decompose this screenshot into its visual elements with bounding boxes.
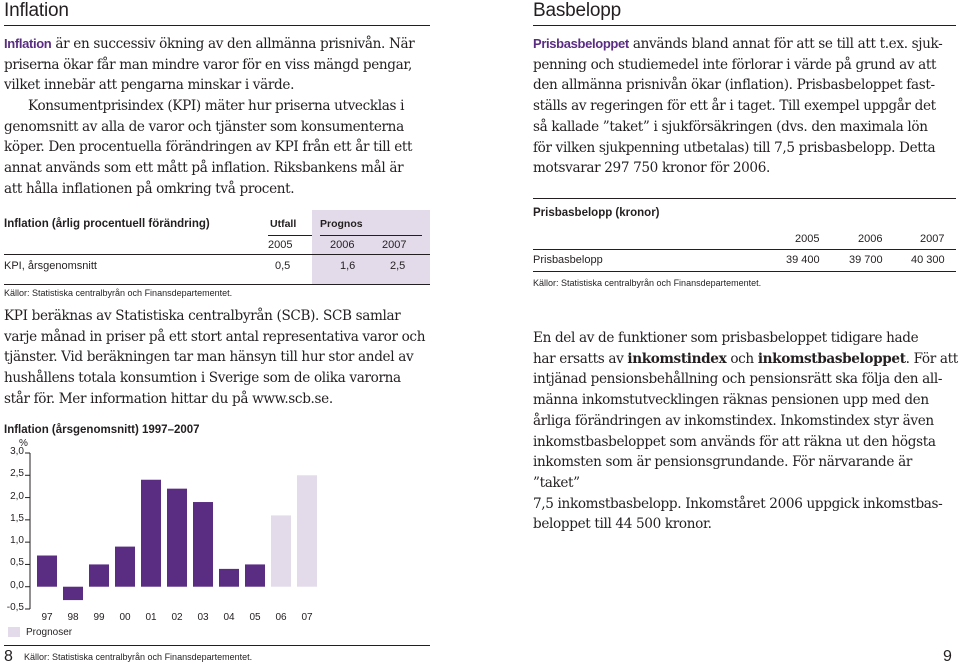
year-2005: 2005 (268, 239, 293, 251)
text-span: En del av de funktioner som prisbasbeloppet tidigare hade (533, 330, 919, 346)
bar-01 (141, 480, 161, 587)
text-line (533, 514, 958, 535)
header-prognos: Prognos (320, 218, 363, 230)
chart-title: Inflation (årsgenomsnitt) 1997–2007 (4, 424, 200, 436)
text-line (533, 411, 958, 432)
text-line: köper. Den procentuella förändringen av KPI från ett år till ett (4, 139, 413, 156)
text-span: 7,5 inkomstbasbelopp. Inkomståret 2006 uppgick inkomstbas- (533, 495, 943, 512)
y-axis-unit: % (19, 438, 28, 449)
bar-03 (193, 502, 213, 587)
value-2007: 40 300 (911, 254, 945, 266)
x-tick-label: 06 (275, 612, 287, 623)
value-2006: 1,6 (340, 260, 356, 272)
value-2007: 2,5 (390, 260, 406, 272)
table-source: Källor: Statistiska centralbyrån och Finansdepartementet. (533, 278, 762, 288)
heading-rule-right (533, 25, 956, 26)
term-prisbasbeloppet: Prisbasbeloppet (533, 36, 629, 51)
text-line (533, 452, 958, 493)
text-line: så kallade ”taket” i sjukförsäkringen (dvs. den maximala lön (533, 118, 928, 135)
text-line: står för. Mer information hittar du på www.scb.se. (4, 390, 333, 407)
row-rule (533, 271, 956, 272)
paragraph-inkomstindex (533, 328, 958, 535)
text-line (533, 34, 958, 55)
text-line: KPI beräknas av Statistiska centralbyrån (SCB). SCB samlar (4, 308, 401, 324)
text-line: annat används som ett mått på inflation. Riksbankens mål är (4, 160, 404, 177)
text-line (533, 432, 958, 453)
bar-04 (219, 569, 239, 587)
page-number-left: 8 (4, 648, 13, 664)
x-tick-label: 05 (249, 612, 261, 623)
value-2005: 39 400 (786, 254, 820, 266)
row-rule (533, 249, 956, 250)
legend-label-forecast: Prognoser (26, 627, 73, 638)
x-tick-label: 02 (171, 612, 183, 623)
text-line (533, 349, 958, 370)
y-tick-label: 1,5 (10, 512, 24, 524)
x-tick-label: 04 (223, 612, 235, 623)
y-tick-label: 2,5 (10, 468, 24, 480)
text-span: intjänad pensionsbehållning och pensionsrätt ska följa den all- (533, 371, 943, 388)
text-line: ställs av regeringen för ett år i taget. Till exempel uppgår det (533, 98, 936, 115)
table-top-rule (533, 198, 956, 199)
year-2007: 2007 (382, 239, 407, 251)
x-tick-label: 01 (145, 612, 157, 623)
bar-98 (63, 587, 83, 600)
header-utfall: Utfall (270, 218, 297, 230)
text-span: används bland annat för att se till att t.ex. sjuk- (628, 36, 943, 52)
text-line: för vilken sjukpenning utbetalas) till 7,5 prisbasbelopp. Detta (533, 139, 936, 156)
row-label-prisbasbelopp: Prisbasbelopp (533, 254, 603, 266)
bar-02 (167, 489, 187, 587)
bar-05 (245, 564, 265, 586)
text-span: inkomstbasbeloppet som används för att räkna ut den högsta (533, 433, 936, 450)
paragraph-prisbasbelopp (533, 34, 958, 179)
page-number-right: 9 (943, 648, 952, 664)
year-2005: 2005 (795, 233, 820, 245)
chart-source: Källor: Statistiska centralbyrån och Finansdepartementet. (24, 652, 253, 662)
text-span: och (726, 350, 758, 367)
x-tick-label: 98 (67, 612, 79, 623)
y-tick-label: 1,0 (10, 535, 24, 547)
text-span: männa inkomstutvecklingen räknas pensionen upp med den (533, 392, 929, 409)
text-line: tjänster. Vid beräkningen tar man hänsyn till hur stor andel av (4, 349, 414, 366)
row-label-kpi: KPI, årsgenomsnitt (4, 260, 97, 272)
chart-bottom-rule (4, 645, 430, 646)
text-span: inkomsten som är pensionsgrundande. För närvarande är ”taket” (533, 454, 912, 491)
text-line: penning och studiemedel inte förlorar i värde på grund av att (533, 56, 937, 73)
table-title: Inflation (årlig procentuell förändring) (4, 218, 210, 230)
text-line: hushållens totala konsumtion i Sverige som de olika varorna (4, 370, 401, 387)
table-title: Prisbasbelopp (kronor) (533, 207, 660, 219)
term-inflation: Inflation (4, 36, 52, 51)
text-line (533, 494, 958, 515)
text-line: att hålla inflationen på omkring två procent. (4, 180, 295, 197)
value-2006: 39 700 (849, 254, 883, 266)
bold-term: inkomstbasbeloppet (757, 350, 906, 367)
bar-99 (89, 564, 109, 586)
text-line: Konsumentprisindex (KPI) mäter hur priserna utvecklas i (28, 98, 405, 114)
text-span: är en successiv ökning av den allmänna prisnivån. När (51, 36, 415, 52)
bar-07 (297, 475, 317, 586)
text-line: priserna ökar får man mindre varor för en viss mängd pengar, (4, 56, 413, 73)
text-line: den allmänna prisnivån ökar (inflation). Prisbasbeloppet fast- (533, 77, 935, 94)
text-line: vilket innebär att pengarna minskar i värde. (4, 77, 295, 94)
text-span: beloppet till 44 500 kronor. (533, 516, 712, 533)
text-span: årliga förändringen av inkomstindex. Inkomstindex styr även (533, 412, 934, 429)
heading-basbelopp: Basbelopp (533, 0, 621, 21)
bold-term: inkomstindex (627, 350, 727, 367)
x-tick-label: 99 (93, 612, 105, 623)
text-line: varje månad in priser på ett stort antal representativa varor och (4, 328, 426, 345)
y-tick-label: 0,5 (10, 557, 24, 569)
y-tick-label: -0,5 (6, 602, 24, 613)
table-source: Källor: Statistiska centralbyrån och Finansdepartementet. (4, 288, 233, 298)
year-2006: 2006 (858, 233, 883, 245)
bar-97 (37, 556, 57, 587)
text-line (533, 369, 958, 390)
value-2005: 0,5 (275, 260, 291, 272)
prisbasbelopp-table (533, 198, 956, 294)
x-tick-label: 07 (301, 612, 313, 623)
text-line (533, 390, 958, 411)
legend-swatch-forecast (8, 627, 20, 637)
text-span: har ersatts av (533, 350, 628, 367)
x-tick-label: 97 (41, 612, 53, 623)
y-tick-label: 3,0 (10, 446, 24, 457)
text-line: motsvarar 297 750 kronor för 2006. (533, 160, 770, 177)
year-2006: 2006 (330, 239, 355, 251)
text-line (533, 328, 958, 349)
bar-06 (271, 515, 291, 586)
text-line: genomsnitt av alla de varor och tjänster som konsumenterna (4, 118, 404, 135)
y-tick-label: 2,0 (10, 490, 24, 502)
text-span: . För att (905, 350, 958, 367)
bar-00 (115, 547, 135, 587)
heading-inflation: Inflation (4, 0, 69, 21)
x-tick-label: 03 (197, 612, 209, 623)
year-2007: 2007 (920, 233, 945, 245)
x-tick-label: 00 (119, 612, 131, 623)
y-tick-label: 0,0 (10, 579, 24, 591)
